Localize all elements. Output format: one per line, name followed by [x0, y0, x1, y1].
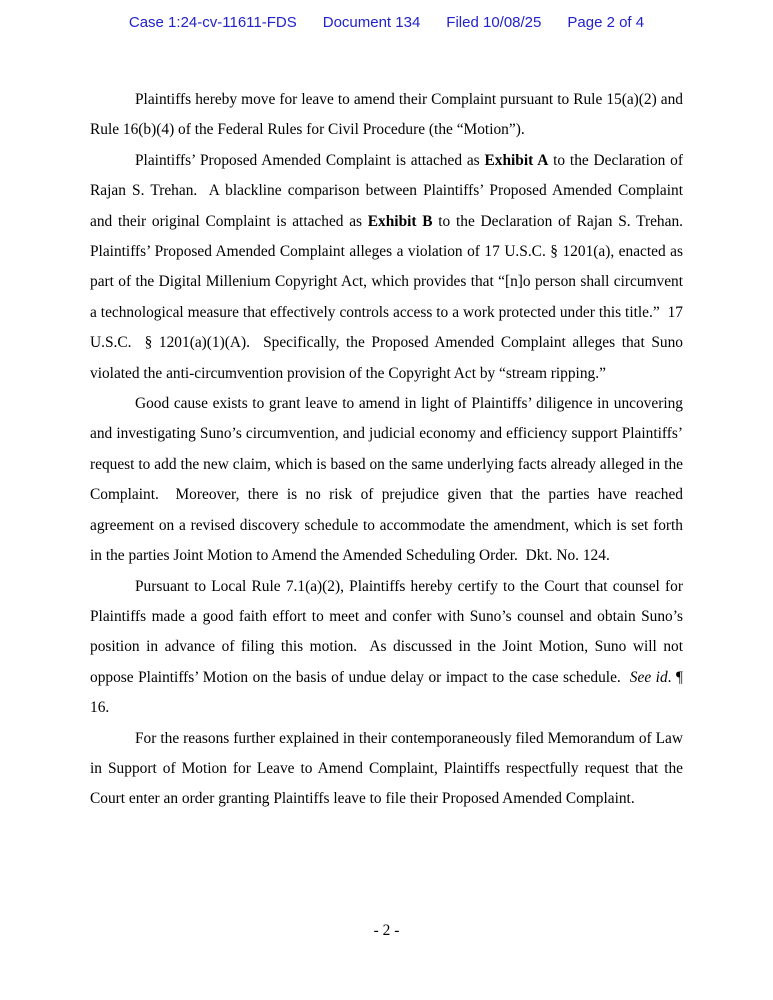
text-run: . ¶ 16.	[90, 668, 687, 717]
text-run: See id	[629, 668, 668, 686]
text-run: to the Declaration of Rajan S. Trehan. Plaintiffs’ Proposed Amended Complaint alleges a violation of 17 U.S.C. § 1201(a), enacted as part of the Digital Millenium Copyright Act, which provides that “[n]o person shall circumvent a technological measure that effectively controls access to a work protected under this title.” 17 U.S.C. § 1201(a)(1)(A). Specifically, the Proposed Amended Complaint alleges that Suno violated the anti-circumvention provision of the Copyright Act by “stream ripping.”	[90, 212, 691, 382]
document-body	[90, 85, 691, 815]
paragraph	[90, 146, 691, 389]
paragraph	[90, 724, 687, 815]
text-run: For the reasons further explained in their contemporaneously filed Memorandum of Law in Support of Motion for Leave to Amend Complaint, Plaintiffs respectfully request that the Court enter an order granting Plaintiffs leave to file their Proposed Amended Complaint.	[90, 729, 687, 808]
text-run: Plaintiffs’ Proposed Amended Complaint is attached as	[135, 151, 485, 169]
paragraph	[90, 389, 687, 571]
page-indicator: Page 2 of 4	[567, 14, 645, 31]
document-number: Document 134	[322, 14, 421, 31]
case-number: Case 1:24-cv-11611-FDS	[128, 14, 297, 31]
text-run: Plaintiffs hereby move for leave to amend their Complaint pursuant to Rule 15(a)(2) and Rule 16(b)(4) of the Federal Rules for Civil Procedure (the “Motion”).	[90, 91, 687, 139]
ecf-stamp-header	[0, 14, 773, 31]
text-run: Pursuant to Local Rule 7.1(a)(2), Plaintiffs hereby certify to the Court that counsel for Plaintiffs made a good faith effort to meet and confer with Suno’s counsel and obtain Suno’s position in advance of filing this motion. As discussed in the Joint Motion, Suno will not oppose Plaintiffs’ Motion on the basis of undue delay or impact to the case schedule.	[90, 577, 687, 686]
paragraph	[90, 85, 687, 146]
page-number: - 2 -	[373, 922, 400, 939]
text-run: Exhibit A	[484, 151, 549, 169]
text-run: Good cause exists to grant leave to amend in light of Plaintiffs’ diligence in uncovering and investigating Suno’s circumvention, and judicial economy and efficiency support Plaintiffs’ request to add the new claim, which is based on the same underlying facts already alleged in the Complaint. Moreover, there is no risk of prejudice given that the parties have reached agreement on a revised discovery schedule to accommodate the amendment, which is set forth in the parties Joint Motion to Amend the Amended Scheduling Order. Dkt. No. 124.	[90, 395, 687, 565]
paragraph	[90, 572, 687, 724]
text-run: Exhibit B	[367, 212, 433, 230]
filed-date: Filed 10/08/25	[446, 14, 542, 31]
text-run: to the Declaration of Rajan S. Trehan. A blackline comparison between Plaintiffs’ Proposed Amended Complaint and their original Complaint is attached as	[90, 151, 687, 230]
page-footer	[0, 922, 773, 940]
